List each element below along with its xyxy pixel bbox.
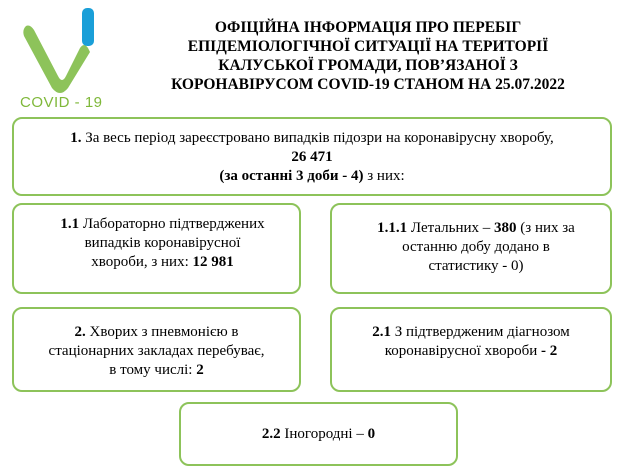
box4-value: 2 xyxy=(196,362,204,378)
box5-line2 xyxy=(332,342,610,361)
title-line-1: ОФІЦІЙНА ІНФОРМАЦІЯ ПРО ПЕРЕБІГ xyxy=(214,19,522,36)
title-line-3: КАЛУСЬКОЇ ГРОМАДИ, ПОВ’ЯЗАНОЇ З xyxy=(218,57,518,74)
box1-line3 xyxy=(14,167,610,186)
box2-line2: випадків коронавірусної xyxy=(84,235,241,251)
box1-suffix: з них: xyxy=(363,168,405,184)
logo-caption: COVID - 19 xyxy=(20,94,103,111)
box6-value: 0 xyxy=(367,426,376,442)
lab-confirmed-box xyxy=(12,203,301,294)
box4-line1 xyxy=(14,323,299,342)
box1-number: 1. xyxy=(70,130,82,146)
box1-total: 26 471 xyxy=(291,149,333,165)
box2-text3: хвороби, з них: xyxy=(91,254,193,270)
box6-label: Іногородні – xyxy=(280,426,368,442)
box3-note1: (з них за xyxy=(516,220,575,236)
box3-line1 xyxy=(352,219,600,238)
box3-line2: останню добу додано в xyxy=(402,239,550,255)
confirmed-diagnosis-box xyxy=(330,307,612,392)
fatal-box xyxy=(330,203,612,294)
box4-line3 xyxy=(14,361,299,380)
title-line-4: КОРОНАВІРУСОМ COVID-19 СТАНОМ НА 25.07.2022 xyxy=(171,76,565,93)
box5-line1 xyxy=(332,323,610,342)
box2-text1: Лабораторно підтверджених xyxy=(79,216,265,232)
box3-value: 380 xyxy=(494,220,517,236)
total-suspected-box xyxy=(12,117,612,196)
box3-label: Летальних – xyxy=(407,220,495,236)
box3-line3: статистику - 0) xyxy=(428,258,524,274)
box5-text2: коронавірусної хвороби xyxy=(384,343,541,359)
box2-line1 xyxy=(32,215,293,234)
box2-value: 12 981 xyxy=(192,254,234,270)
box5-text1: З підтвердженим діагнозом xyxy=(390,324,570,340)
box4-text1: Хворих з пневмонією в xyxy=(85,324,239,340)
box2-line3 xyxy=(32,253,293,272)
box6-number: 2.2 xyxy=(261,426,281,442)
box6-line1 xyxy=(181,425,456,444)
page-title xyxy=(108,18,628,94)
non-resident-box xyxy=(179,402,458,466)
box1-text: За весь період зареєстровано випадків підозри на коронавірусну хворобу, xyxy=(81,130,554,146)
pneumonia-box xyxy=(12,307,301,392)
box4-number: 2. xyxy=(74,324,86,340)
covid-logo xyxy=(14,4,114,112)
title-line-2: ЕПІДЕМІОЛОГІЧНОЇ СИТУАЦІЇ НА ТЕРИТОРІЇ xyxy=(187,38,549,55)
box5-number: 2.1 xyxy=(372,324,391,340)
box3-number: 1.1.1 xyxy=(377,220,408,236)
check-v-icon xyxy=(20,4,110,96)
box1-recent: (за останні 3 доби - 4) xyxy=(219,168,364,184)
box4-line2: стаціонарних закладах перебуває, xyxy=(48,343,265,359)
box2-number: 1.1 xyxy=(60,216,80,232)
box4-text3: в тому числі: xyxy=(109,362,197,378)
box5-value: - 2 xyxy=(541,343,558,359)
box1-line1 xyxy=(14,129,610,148)
